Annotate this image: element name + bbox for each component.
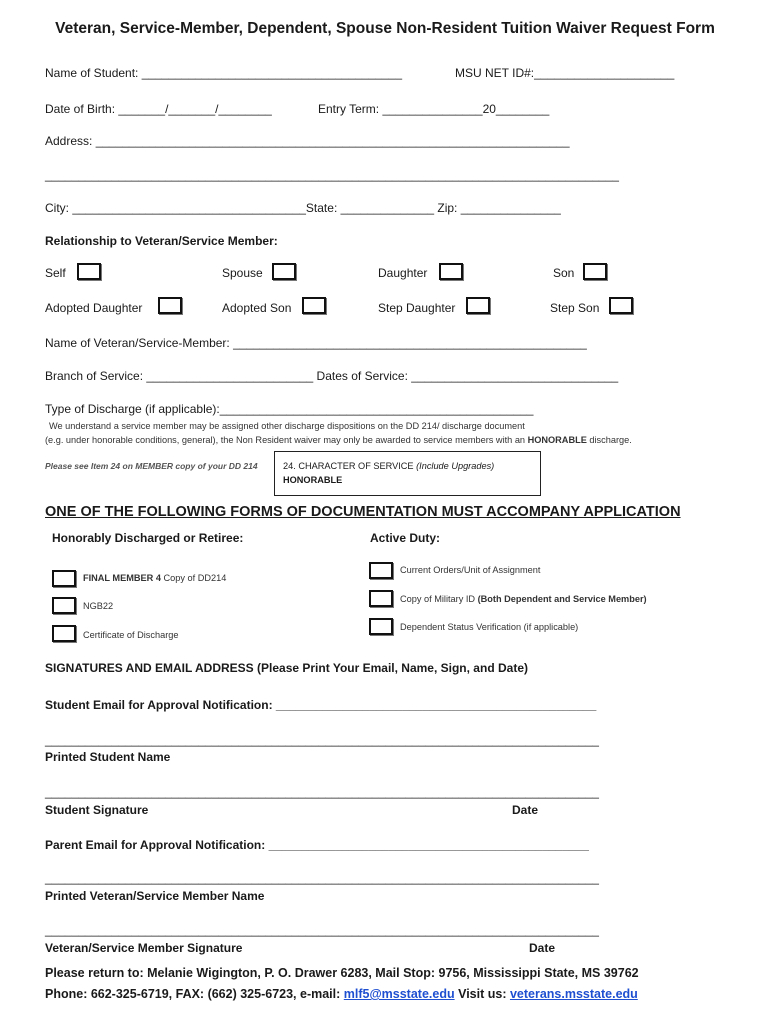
self-checkbox[interactable] (77, 263, 101, 280)
veteran-date-label: Date (529, 941, 556, 955)
active-duty-heading: Active Duty: (370, 531, 441, 545)
step-son-label: Step Son (550, 301, 600, 315)
dependent-status-label: Dependent Status Verification (if applicable) (400, 622, 579, 632)
adopted-daughter-label: Adopted Daughter (45, 301, 143, 315)
discharge-notice-line1: We understand a service member may be assigned other discharge dispositions on the DD 214/ discharge document (49, 421, 525, 431)
student-date-label: Date (512, 803, 539, 817)
step-son-checkbox[interactable] (609, 297, 633, 314)
daughter-label: Daughter (378, 266, 428, 280)
adopted-daughter-checkbox[interactable] (158, 297, 182, 314)
discharge-notice-line2: (e.g. under honorable conditions, general), the Non Resident waiver may only be awarded to service members with an HONORABLE discharge. (45, 435, 632, 445)
son-checkbox[interactable] (583, 263, 607, 280)
form-title: Veteran, Service-Member, Dependent, Spouse Non-Resident Tuition Waiver Request Form (55, 20, 715, 37)
veteran-signature-label: Veteran/Service Member Signature (45, 941, 243, 955)
msu-net-id-field[interactable]: MSU NET ID#:_____________________ (455, 66, 675, 80)
military-id-label: Copy of Military ID (Both Dependent and Service Member) (400, 594, 647, 604)
step-daughter-checkbox[interactable] (466, 297, 490, 314)
signatures-heading: SIGNATURES AND EMAIL ADDRESS (Please Print Your Email, Name, Sign, and Date) (45, 661, 528, 675)
printed-veteran-name-label: Printed Veteran/Service Member Name (45, 889, 265, 903)
dd214-label: FINAL MEMBER 4 Copy of DD214 (83, 573, 227, 583)
step-daughter-label: Step Daughter (378, 301, 456, 315)
student-signature-line[interactable]: ___________________________________________________________________________________ (45, 785, 599, 799)
documentation-heading: ONE OF THE FOLLOWING FORMS OF DOCUMENTATION MUST ACCOMPANY APPLICATION (45, 504, 681, 520)
entry-term-field[interactable]: Entry Term: _______________20________ (318, 102, 550, 116)
orders-checkbox[interactable] (369, 562, 393, 579)
veteran-name-field[interactable]: Name of Veteran/Service-Member: _____________________________________________________ (45, 336, 587, 350)
discharge-type-field[interactable]: Type of Discharge (if applicable):_______________________________________________ (45, 402, 534, 416)
self-label: Self (45, 266, 66, 280)
address-line-1-field[interactable]: Address: _______________________________________________________________________ (45, 134, 570, 148)
city-state-zip-field[interactable]: City: ___________________________________State: ______________ Zip: _______________ (45, 201, 561, 215)
branch-dates-field[interactable]: Branch of Service: _________________________ Dates of Service: _______________________________ (45, 369, 619, 383)
date-of-birth-field[interactable]: Date of Birth: _______/_______/________ (45, 102, 272, 116)
see-item-24-note: Please see Item 24 on MEMBER copy of your DD 214 (45, 461, 258, 471)
certificate-checkbox[interactable] (52, 625, 76, 642)
adopted-son-label: Adopted Son (222, 301, 292, 315)
character-of-service-label: 24. CHARACTER OF SERVICE (Include Upgrades) (283, 461, 495, 471)
orders-label: Current Orders/Unit of Assignment (400, 565, 541, 575)
military-id-checkbox[interactable] (369, 590, 393, 607)
website-link[interactable]: veterans.msstate.edu (509, 987, 638, 1001)
character-of-service-box (274, 451, 541, 496)
printed-veteran-name-line[interactable]: ___________________________________________________________________________________ (45, 871, 599, 885)
student-signature-label: Student Signature (45, 803, 149, 817)
contact-line: Phone: 662-325-6719, FAX: (662) 325-6723, e-mail: mlf5@msstate.edu Visit us: veterans.msstate.edu (45, 987, 638, 1001)
spouse-label: Spouse (222, 266, 263, 280)
discharged-heading: Honorably Discharged or Retiree: (52, 531, 244, 545)
printed-student-name-line[interactable]: ___________________________________________________________________________________ (45, 733, 599, 747)
return-address: Please return to: Melanie Wigington, P. O. Drawer 6283, Mail Stop: 9756, Mississippi State, MS 39762 (45, 966, 639, 980)
relationship-heading: Relationship to Veteran/Service Member: (45, 234, 278, 248)
daughter-checkbox[interactable] (439, 263, 463, 280)
veteran-signature-line[interactable]: ___________________________________________________________________________________ (45, 923, 599, 937)
certificate-label: Certificate of Discharge (83, 630, 179, 640)
ngb22-checkbox[interactable] (52, 597, 76, 614)
dd214-checkbox[interactable] (52, 570, 76, 587)
spouse-checkbox[interactable] (272, 263, 296, 280)
address-line-2-field[interactable]: ______________________________________________________________________________________ (45, 168, 619, 182)
student-name-field[interactable]: Name of Student: _______________________________________ (45, 66, 402, 80)
son-label: Son (553, 266, 575, 280)
email-link[interactable]: mlf5@msstate.edu (343, 987, 455, 1001)
dependent-status-checkbox[interactable] (369, 618, 393, 635)
printed-student-name-label: Printed Student Name (45, 750, 171, 764)
character-of-service-value: HONORABLE (283, 475, 343, 485)
ngb22-label: NGB22 (83, 601, 114, 611)
student-email-field[interactable]: Student Email for Approval Notification: ________________________________________________ (45, 698, 597, 712)
adopted-son-checkbox[interactable] (302, 297, 326, 314)
parent-email-field[interactable]: Parent Email for Approval Notification: ________________________________________________ (45, 838, 589, 852)
